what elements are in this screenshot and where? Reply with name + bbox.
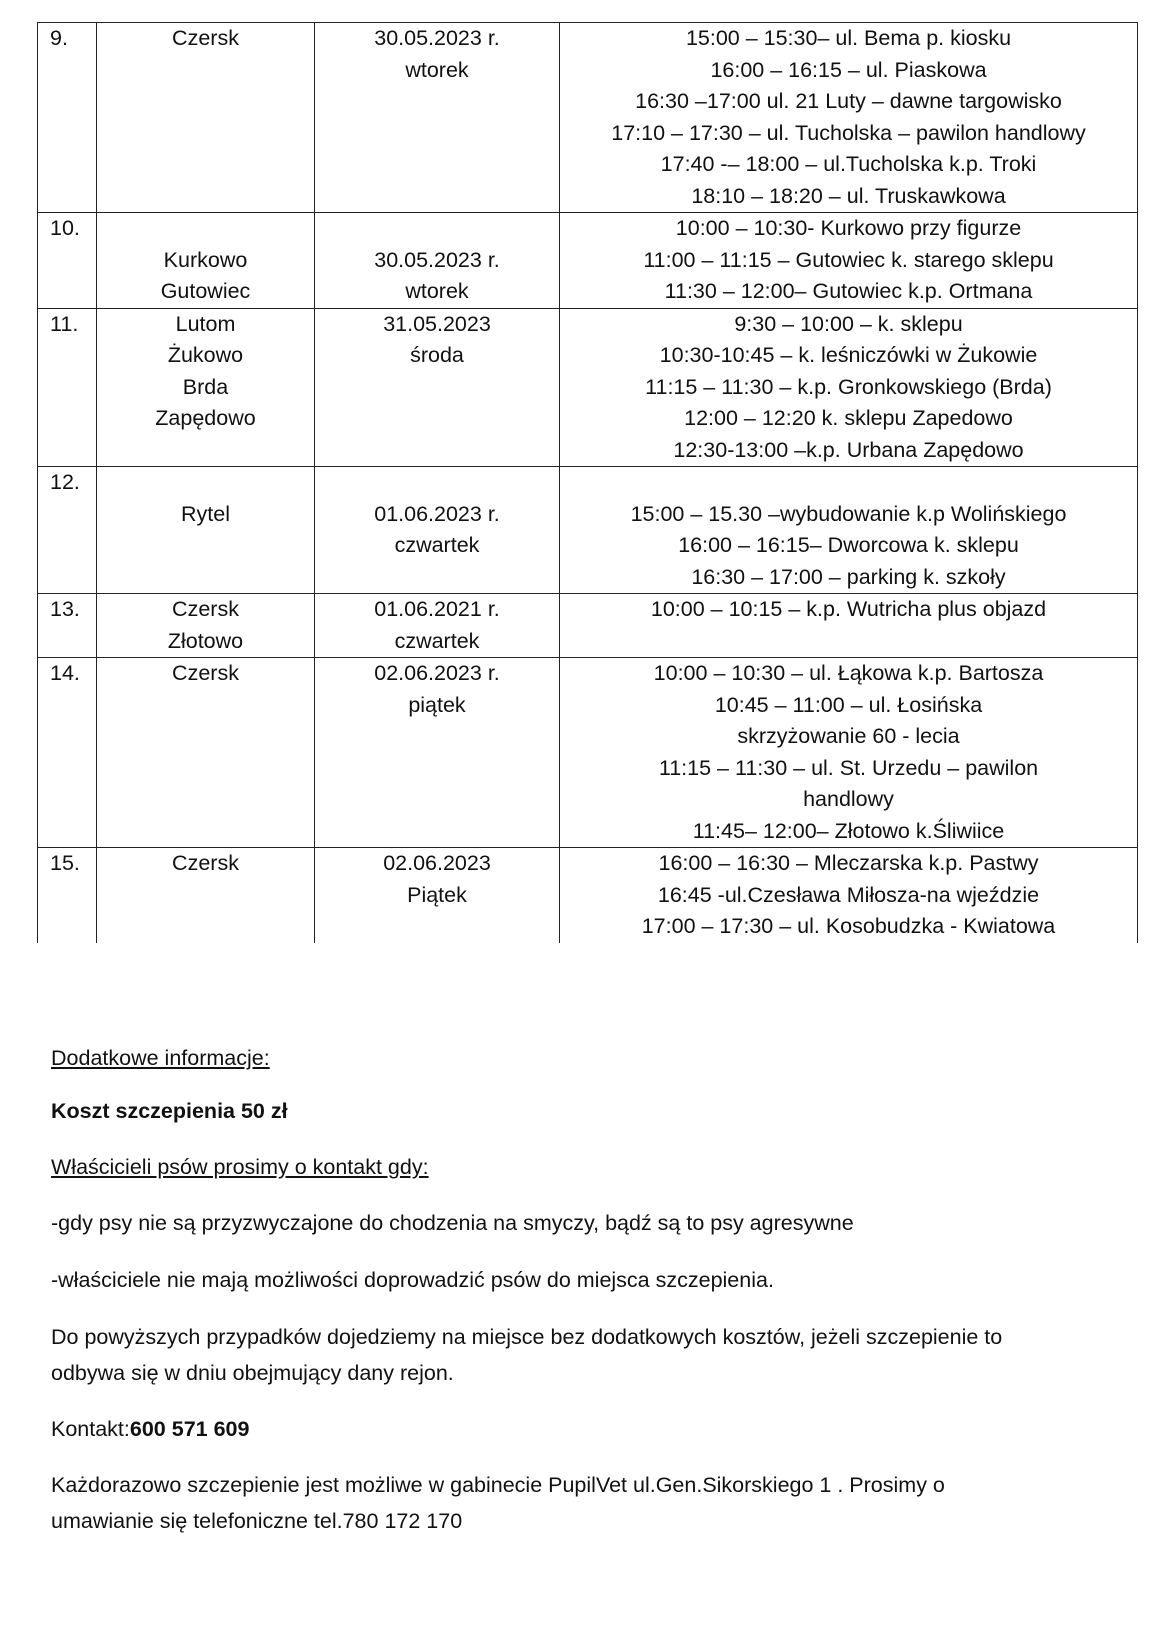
cell-location-line: Czersk — [172, 597, 239, 621]
cell-date-line: 02.06.2023 r. — [374, 661, 500, 685]
cell-number — [38, 467, 97, 594]
cell-location-line — [97, 213, 314, 245]
cell-date-line: czwartek — [394, 628, 480, 653]
cell-times-line: 9:30 – 10:00 – k. sklepu — [734, 311, 963, 336]
cell-date-line — [315, 213, 559, 245]
cell-times-line: 11:45– 12:00– Złotowo k.Śliwiice — [692, 818, 1005, 843]
cell-times-line: 10:00 – 10:30- Kurkowo przy figurze — [675, 216, 1022, 240]
cell-location-line: Czersk — [172, 851, 239, 875]
cell-date — [315, 594, 560, 658]
table-row — [38, 308, 1138, 467]
cell-location — [97, 658, 315, 848]
cell-date-line: 30.05.2023 r. — [374, 247, 500, 272]
cell-times-line: 16:00 – 16:30 – Mleczarska k.p. Pastwy — [658, 851, 1039, 875]
cell-times-line: 10:45 – 11:00 – ul. Łosińska — [714, 692, 983, 717]
cell-date-line: czwartek — [394, 533, 480, 557]
home-visit-note-line: odbywa się w dniu obejmujący dany rejon. — [51, 1361, 454, 1385]
cell-number — [38, 658, 97, 848]
cell-times-line: 17:00 – 17:30 – ul. Kosobudzka - Kwiatowa — [641, 914, 1056, 938]
cell-times-line: 16:30 –17:00 ul. 21 Luty – dawne targowisko — [635, 89, 1062, 113]
cell-date-line — [315, 467, 559, 499]
cell-location-line: Brda — [182, 374, 229, 399]
cell-date-line: wtorek — [405, 57, 469, 82]
vaccination-cost: Koszt szczepienia 50 zł — [51, 1099, 288, 1123]
cell-times-line: skrzyżowanie 60 - lecia — [737, 724, 960, 748]
cell-location — [97, 594, 315, 658]
cell-location — [97, 467, 315, 594]
cell-times-line: 11:15 – 11:30 – ul. St. Urzedu – pawilon — [658, 755, 1039, 780]
cell-location-line: Lutom — [175, 311, 236, 336]
contact-line — [51, 1411, 1111, 1447]
info-heading: Dodatkowe informacje: — [51, 1046, 270, 1070]
row-number: 15. — [50, 851, 80, 875]
cell-times-line: 16:45 -ul.Czesława Miłosza-na wjeździe — [657, 882, 1040, 907]
schedule-body — [38, 23, 1138, 943]
cell-times-line: 17:40 -– 18:00 – ul.Tucholska k.p. Troki — [660, 152, 1037, 176]
cell-times — [560, 467, 1138, 594]
cell-date — [315, 23, 560, 213]
cell-times-line: 11:00 – 11:15 – Gutowiec k. starego sklepu — [643, 247, 1054, 272]
cell-date-line: 01.06.2021 r. — [374, 597, 500, 621]
cell-location-line: Rytel — [181, 501, 230, 526]
home-visit-note — [51, 1319, 1111, 1391]
table-row — [38, 213, 1138, 309]
table-row — [38, 467, 1138, 594]
vaccination-schedule-table — [37, 22, 1138, 943]
cell-times — [560, 658, 1138, 848]
cell-times-line: 12:00 – 12:20 k. sklepu Zapedowo — [684, 406, 1013, 430]
table-row — [38, 594, 1138, 658]
cell-location-line: Czersk — [172, 26, 239, 50]
cell-date-line: Piątek — [407, 882, 467, 907]
cell-date-line: 30.05.2023 r. — [374, 26, 500, 50]
contact-phone: 600 571 609 — [129, 1417, 250, 1441]
cell-number — [38, 848, 97, 943]
condition-transport: -właściciele nie mają możliwości doprowadzić psów do miejsca szczepienia. — [51, 1268, 774, 1292]
home-visit-note-line: Do powyższych przypadków dojedziemy na miejsce bez dodatkowych kosztów, jeżeli szczepienie to — [51, 1325, 1003, 1349]
cell-location-line: Żukowo — [167, 343, 244, 367]
cell-times-line: 10:30-10:45 – k. leśniczówki w Żukowie — [659, 343, 1038, 367]
row-number: 11. — [50, 311, 79, 336]
table-row — [38, 658, 1138, 848]
cell-times-line: 15:00 – 15.30 –wybudowanie k.p Wolińskiego — [630, 501, 1067, 526]
cell-location-line: Zapędowo — [155, 406, 256, 430]
cell-location-line: Czersk — [172, 661, 239, 685]
row-number: 10. — [50, 216, 80, 240]
cell-times-line: 16:30 – 17:00 – parking k. szkoły — [691, 564, 1006, 589]
owners-contact-heading: Właścicieli psów prosimy o kontakt gdy: — [51, 1155, 429, 1179]
cell-times-line: 11:15 – 11:30 – k.p. Gronkowskiego (Brda) — [645, 374, 1052, 399]
cell-times-line — [560, 467, 1137, 499]
cell-location — [97, 23, 315, 213]
clinic-note — [51, 1467, 1111, 1539]
contact-label: Kontakt: — [51, 1417, 130, 1441]
cell-number — [38, 23, 97, 213]
table-row — [38, 848, 1138, 943]
cell-location-line: Kurkowo — [163, 247, 248, 272]
cell-number — [38, 213, 97, 309]
cell-times — [560, 213, 1138, 309]
cell-location-line: Gutowiec — [160, 279, 251, 303]
cell-times-line: handlowy — [803, 787, 894, 811]
condition-leash: -gdy psy nie są przyzwyczajone do chodzenia na smyczy, bądź są to psy agresywne — [51, 1211, 854, 1235]
cell-date-line: środa — [410, 343, 464, 367]
row-number: 13. — [50, 597, 80, 621]
cell-date — [315, 658, 560, 848]
cell-times-line: 17:10 – 17:30 – ul. Tucholska – pawilon handlowy — [611, 120, 1086, 145]
cell-date-line: 31.05.2023 — [383, 311, 491, 336]
cell-location — [97, 213, 315, 309]
cell-date — [315, 467, 560, 594]
cell-location — [97, 848, 315, 943]
clinic-note-line: umawianie się telefoniczne tel.780 172 170 — [51, 1509, 463, 1533]
row-number: 12. — [50, 470, 80, 494]
cell-date — [315, 848, 560, 943]
cell-location — [97, 308, 315, 467]
cell-date — [315, 308, 560, 467]
cell-date-line: piątek — [408, 692, 466, 717]
cell-times — [560, 848, 1138, 943]
cell-date-line: 02.06.2023 — [383, 851, 491, 875]
cell-times-line: 15:00 – 15:30– ul. Bema p. kiosku — [685, 26, 1012, 50]
cell-number — [38, 308, 97, 467]
cell-times-line: 16:00 – 16:15 – ul. Piaskowa — [710, 57, 987, 82]
cell-date-line: 01.06.2023 r. — [374, 501, 500, 526]
clinic-note-line: Każdorazowo szczepienie jest możliwe w gabinecie PupilVet ul.Gen.Sikorskiego 1 . Prosimy o — [51, 1473, 945, 1497]
cell-times-line: 10:00 – 10:30 – ul. Łąkowa k.p. Bartosza — [653, 661, 1044, 685]
table-row — [38, 23, 1138, 213]
cell-location-line: Złotowo — [167, 628, 244, 653]
cell-date-line: wtorek — [405, 279, 469, 303]
row-number: 14. — [50, 661, 80, 685]
cell-times-line: 10:00 – 10:15 – k.p. Wutricha plus objazd — [650, 597, 1047, 621]
cell-location-line — [97, 467, 314, 499]
cell-number — [38, 594, 97, 658]
cell-times — [560, 23, 1138, 213]
cell-times-line: 11:30 – 12:00– Gutowiec k.p. Ortmana — [664, 279, 1033, 303]
cell-times-line: 12:30-13:00 –k.p. Urbana Zapędowo — [673, 437, 1024, 462]
row-number: 9. — [50, 26, 68, 50]
cell-times — [560, 594, 1138, 658]
cell-date — [315, 213, 560, 309]
cell-times-line: 16:00 – 16:15– Dworcowa k. sklepu — [678, 533, 1019, 557]
cell-times — [560, 308, 1138, 467]
cell-times-line: 18:10 – 18:20 – ul. Truskawkowa — [691, 183, 1006, 208]
